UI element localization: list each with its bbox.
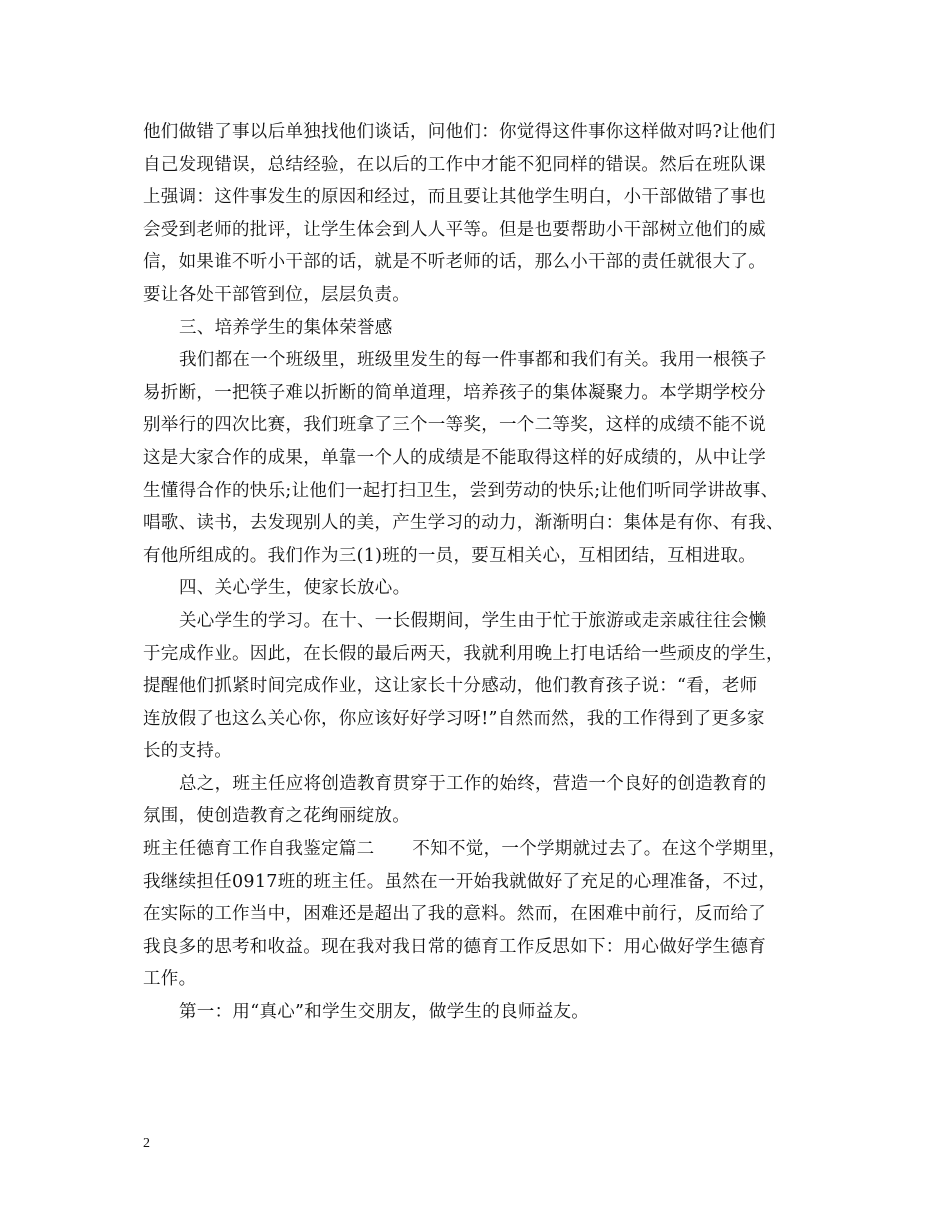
text-line: 他们做错了事以后单独找他们谈话，问他们：你觉得这件事你这样做对吗?让他们 — [143, 122, 776, 142]
text-line: 总之，班主任应将创造教育贯穿于工作的始终，营造一个良好的创造教育的 — [179, 773, 767, 794]
text-line: 连放假了也这么关心你，你应该好好学习呀!”自然而然，我的工作得到了更多家 — [143, 708, 765, 729]
section-heading: 四、关心学生，使家长放心。 — [179, 578, 411, 599]
text-line: 氛围，使创造教育之花绚丽绽放。 — [143, 806, 410, 827]
text-line: 工作。 — [143, 969, 197, 990]
text-line: 要让各处干部管到位，层层负责。 — [143, 284, 410, 305]
text-line: 在实际的工作当中，困难还是超出了我的意料。然而，在困难中前行，反而给了 — [143, 904, 766, 925]
text-line — [143, 833, 828, 866]
article-title: 班主任德育工作自我鉴定篇二 — [143, 839, 375, 860]
text-line: 会受到老师的批评，让学生体会到人人平等。但是也要帮助小干部树立他们的威 — [143, 219, 766, 240]
text-line: 唱歌、读书，去发现别人的美，产生学习的动力，渐渐明白：集体是有你、有我、 — [143, 513, 784, 534]
text-line: 有他所组成的。我们作为三(1)班的一员，要互相关心，互相团结，互相进取。 — [143, 545, 757, 566]
text-line: 自己发现错误，总结经验，在以后的工作中才能不犯同样的错误。然后在班队课 — [143, 154, 766, 175]
section-heading: 第一：用“真心”和学生交朋友，做学生的良师益友。 — [179, 1002, 590, 1023]
text-line: 关心学生的学习。在十、一长假期间，学生由于忙于旅游或走亲戚往往会懒 — [179, 610, 767, 631]
text-line: 这是大家合作的成果，单靠一个人的成绩是不能取得这样的好成绩的，从中让学 — [143, 447, 766, 468]
text-line: 于完成作业。因此，在长假的最后两天，我就利用晚上打电话给一些顽皮的学生， — [143, 643, 784, 664]
document-body — [143, 116, 828, 1029]
text-line: 易折断，一把筷子难以折断的简单道理，培养孩子的集体凝聚力。本学期学校分 — [143, 382, 766, 403]
text-line: 别举行的四次比赛，我们班拿了三个一等奖，一个二等奖，这样的成绩不能不说 — [143, 415, 766, 436]
text-line: 长的支持。 — [143, 741, 232, 762]
text-line: 我们都在一个班级里，班级里发生的每一件事都和我们有关。我用一根筷子 — [179, 350, 767, 371]
text-line: 提醒他们抓紧时间完成作业，这让家长十分感动，他们教育孩子说：“看，老师 — [143, 676, 758, 697]
text-line: 我良多的思考和收益。现在我对我日常的德育工作反思如下：用心做好学生德育 — [143, 936, 766, 957]
text-line: 信，如果谁不听小干部的话，就是不听老师的话，那么小干部的责任就很大了。 — [143, 252, 766, 273]
text-line: 上强调：这件事发生的原因和经过，而且要让其他学生明白，小干部做错了事也 — [143, 187, 766, 208]
page-number: 2 — [143, 1136, 150, 1151]
section-heading: 三、培养学生的集体荣誉感 — [179, 317, 393, 338]
text-line: 生懂得合作的快乐;让他们一起打扫卫生，尝到劳动的快乐;让他们听同学讲故事、 — [143, 480, 779, 501]
text-segment: 不知不觉，一个学期就过去了。在这个学期里， — [412, 839, 787, 860]
text-line: 我继续担任0917班的班主任。虽然在一开始我就做好了充足的心理准备，不过， — [143, 871, 777, 892]
